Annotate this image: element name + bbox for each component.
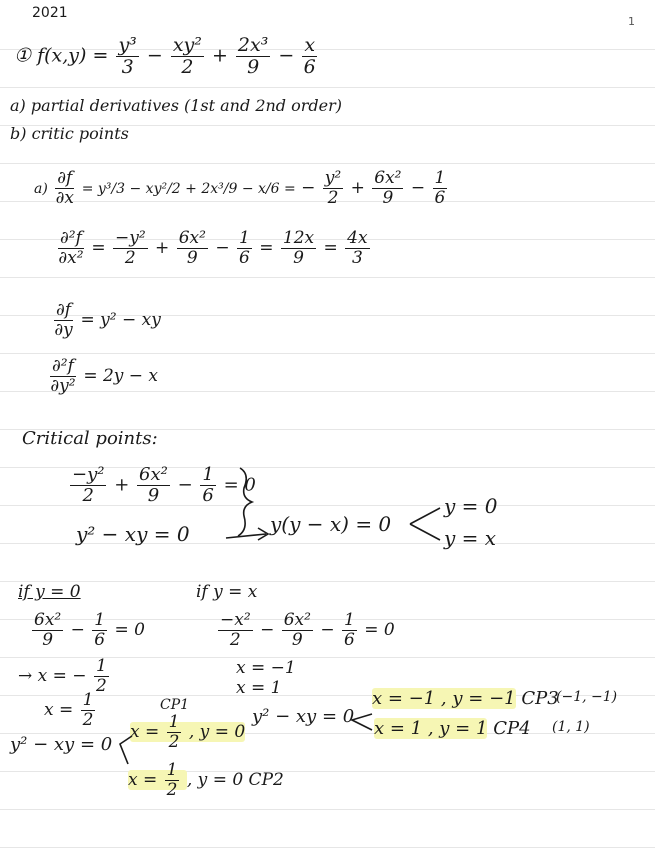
d2f-dy2: $\frac{\text{∂²f}}{\text{∂y²}}$ xyxy=(50,356,76,396)
term-4: $\frac{x}{6}$ xyxy=(303,34,316,78)
term-2: $\frac{\text{xy²}}{2}$ xyxy=(172,34,202,78)
results-lhs-right: y² − xy = 0 xyxy=(252,706,355,727)
cp-branch-right xyxy=(352,714,372,730)
function-name: f(x,y) = xyxy=(37,44,109,67)
operator: + xyxy=(350,178,365,198)
page-number: 1 xyxy=(628,15,635,28)
result-term: $\frac{1}{6}$ xyxy=(434,168,446,208)
operator: + xyxy=(114,474,130,496)
operator: − xyxy=(146,44,163,67)
cp4-label: CP4 xyxy=(493,718,531,739)
operator: − xyxy=(260,620,275,640)
implies-arrow xyxy=(226,534,266,538)
d2f-dx2: $\frac{\text{∂²f}}{\text{∂x²}}$ xyxy=(58,228,84,268)
result-term: $\frac{\text{y²}}{2}$ xyxy=(324,168,342,208)
branch-y-zero: y = 0 xyxy=(444,494,498,518)
cp4-highlight: x = 1 , y = 1 xyxy=(374,718,488,739)
result-term: $\frac{\text{6x²}}{9}$ xyxy=(374,168,402,208)
term: $\frac{\text{6x²}}{9}$ xyxy=(34,610,62,650)
y-value-label: , y = 0 xyxy=(188,722,246,742)
term: $\frac{1}{2}$ xyxy=(168,712,180,752)
term: $\frac{1}{2}$ xyxy=(166,760,178,800)
operator: = xyxy=(259,238,274,258)
df-dx: $\frac{\partial f}{\partial x}$ xyxy=(55,168,74,208)
cp3-coords: (−1, −1) xyxy=(556,689,618,705)
operator: − xyxy=(177,474,193,496)
operator: + xyxy=(211,44,228,67)
critical-points-heading: Critical points: xyxy=(22,428,158,449)
df-dy: $\frac{\partial f}{\partial y}$ xyxy=(54,300,73,340)
df-dy-value: = y² − xy xyxy=(80,310,161,330)
operator: − xyxy=(301,178,316,198)
term-1: $\frac{\text{y³}}{3}$ xyxy=(118,34,137,78)
df-dx-expansion: = y³/3 − xy²/2 + 2x³/9 − x/6 = xyxy=(81,181,296,197)
term: $\frac{\text{−x²}}{2}$ xyxy=(220,610,251,650)
case-y-zero-title: if y = 0 xyxy=(18,582,81,602)
branch-y-x: y = x xyxy=(444,526,497,550)
task-b: b) critic points xyxy=(10,124,129,143)
y-value-label: , y = 0 CP2 xyxy=(186,770,284,790)
term: $\frac{\text{−y²}}{2}$ xyxy=(114,228,146,268)
operator: − xyxy=(70,620,85,640)
term: $\frac{1}{6}$ xyxy=(238,228,250,268)
problem-number: ① xyxy=(14,44,32,67)
operator: = 0 xyxy=(223,474,256,496)
operator: − xyxy=(410,178,426,198)
cp1-label: CP1 xyxy=(160,697,190,713)
term: $\frac{4x}{3}$ xyxy=(347,228,368,268)
case-y-x-title: if y = x xyxy=(196,582,258,602)
cp-branch-left xyxy=(120,736,132,764)
case-y-x-x2: x = 1 xyxy=(236,678,282,698)
term: $\frac{\text{6x²}}{9}$ xyxy=(139,464,168,506)
term: $\frac{12x}{9}$ xyxy=(282,228,315,268)
operator: = 0 xyxy=(364,620,395,640)
term: $\frac{1}{2}$ xyxy=(95,656,107,696)
d2f-dy2-value: = 2y − x xyxy=(83,366,159,386)
year-label: 2021 xyxy=(32,5,68,21)
operator: + xyxy=(155,238,170,258)
system-equation-2: y² − xy = 0 xyxy=(76,522,190,546)
operator: = 0 xyxy=(114,620,145,640)
term: $\frac{1}{6}$ xyxy=(344,610,355,650)
term: $\frac{\text{6x²}}{9}$ xyxy=(178,228,206,268)
case-y-x-x1: x = −1 xyxy=(236,658,296,678)
cp4-coords: (1, 1) xyxy=(552,719,590,735)
cp3-label: CP3 xyxy=(521,688,559,709)
x-value-label: → x = − xyxy=(18,666,87,686)
x-value-label: x = xyxy=(130,722,165,742)
x-value-label: x = xyxy=(44,700,74,720)
term-3: $\frac{\text{2x³}}{9}$ xyxy=(237,34,269,78)
results-lhs-left: y² − xy = 0 xyxy=(10,734,113,755)
term: $\frac{1}{6}$ xyxy=(202,464,214,506)
term: $\frac{1}{6}$ xyxy=(94,610,106,650)
x-value-label: x = xyxy=(128,770,163,790)
factored-equation: y(y − x) = 0 xyxy=(270,512,392,536)
operator: = xyxy=(323,238,338,258)
system-brace xyxy=(238,468,252,536)
operator: − xyxy=(215,238,230,258)
term: $\frac{1}{2}$ xyxy=(82,690,94,730)
branch-arrows xyxy=(410,508,440,540)
task-a: a) partial derivatives (1st and 2nd order) xyxy=(10,96,343,115)
operator: − xyxy=(320,620,335,640)
term: $\frac{\text{6x²}}{9}$ xyxy=(283,610,311,650)
term: $\frac{\text{−y²}}{2}$ xyxy=(72,464,105,506)
operator: − xyxy=(278,44,295,67)
cp3-highlight: x = −1 , y = −1 xyxy=(372,688,516,709)
part-a-marker: a) xyxy=(34,181,48,197)
operator: = xyxy=(91,238,106,258)
